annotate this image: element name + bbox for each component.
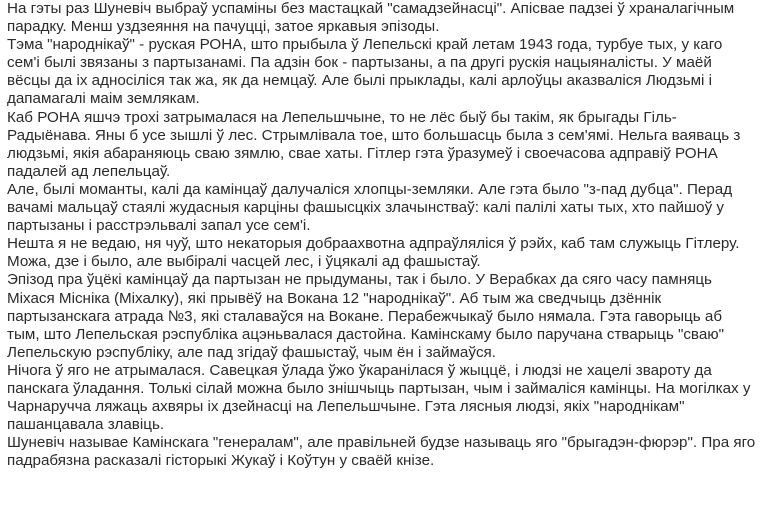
paragraph-3: Каб РОНА яшчэ трохі затрымалася на Лепельшчыне, то не лёс быў бы такім, як брыгады Гіль-Радыёнава. Яны б усе зышлі ў лес. Стрымлівала тое, што большасць была з сем'ямі. Нельга ваяваць з людзьмі, якія абараняюць сваю зямлю, свае хаты. Гітлер гэта ўразумеў і своечасова адправіў РОНА падалей ад лепельцаў. [7, 108, 741, 180]
paragraph-1: На гэты раз Шуневіч выбраў успаміны без мастацкай "самадзейнасці". Апісвае падзеі ў храналагічным парадку. Менш уздзеяння на пачуцці, затое яркавыя эпізоды. [7, 0, 735, 36]
paragraph-7: Нічога ў яго не атрымалася. Савецкая ўлада ўжо ўкаранілася ў жыццё, і людзі не хацелі звароту да панскага ўладання. Толькі сілай можна было знішчыць партызан, чым і займаліся камінцы. На могілках у Чарнаручча ляжаць ахвяры іх дзейнасці на Лепельшчыне. Гэта лясныя людзі, якіх "народнікам" пашанцавала злавіць. [7, 361, 751, 434]
paragraph-6: Эпізод пра ўцёкі камінцаў да партызан не прыдуманы, так і было. У Верабках да сяго часу памняць Міхася Місніка (Міхалку), які прывёў на Вокана 12 "народнікаў". Аб тым жа сведчыць дзённік партызанскага атрада №3, які сталаваўся на Вокане. Перабежчыкаў было нямала. Гэта гаворыць аб тым, што Лепельская рэспубліка ацэньвалася дастойна. Камінскаму было паручана стварыць "сваю" Лепельскую рэспубліку, але пад згідаў фашыстаў, чым ён і займаўся. [7, 271, 725, 361]
paragraph-4: Але, былі моманты, калі да камінцаў далучаліся хлопцы-земляки. Але гэта было "з-пад дубца". Перад вачамі мальцаў стаялі жудасныя карціны фашысцкіх злачынстваў: калі палілі хаты тых, хто пайшоў у партызаны і расстрэльвалі запал усе сем'і. [7, 180, 733, 235]
paragraph-5: Нешта я не ведаю, ня чуў, што некаторыя добраахвотна адпраўляліся ў рэйх, каб там служыць Гітлеру. Можа, дзе і было, але выбіралі часцей лес, і ўцякалі ад фашыстаў. [7, 235, 740, 271]
paragraph-8: Шуневіч называе Камінскага "генералам", але правільней будзе называць яго "брыгадэн-фюрэр". Пра яго падрабязна расказалі гісторыкі Жукаў і Коўтун у сваёй кнізе. [7, 434, 756, 470]
paragraph-2: Тэма "народнікаў" - руская РОНА, што прыбыла ў Лепельскі край летам 1943 года, турбуе тых, у каго сем'і былі звязаны з партызанамі. Па адзін бок - партызаны, а па другі рускія нацыяналісты. У маёй вёсцы да іх адносіліся так жа, як да немцаў. Але былі прыклады, калі арлоўцы аказваліся Людзьмі і дапамагалі маім землякам. [7, 36, 723, 108]
